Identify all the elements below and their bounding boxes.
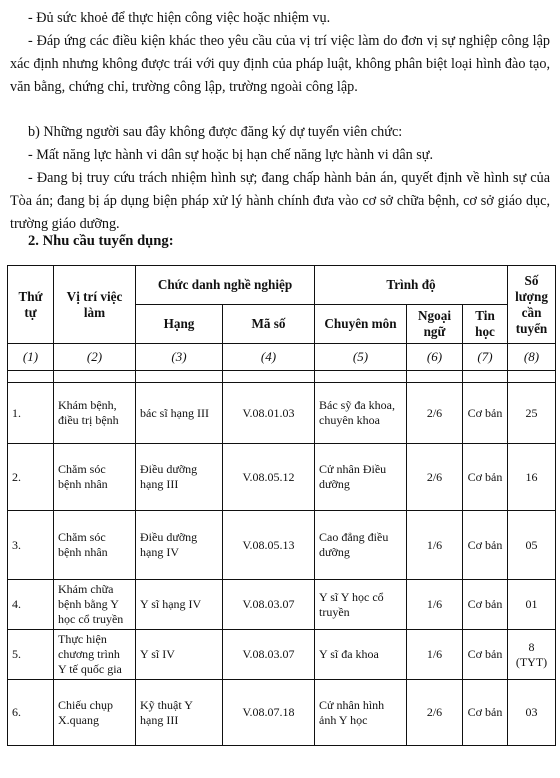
header-quantity: Số lượng cần tuyển: [508, 266, 556, 344]
cell-specialty: Cử nhân hình ảnh Y học: [315, 680, 407, 746]
paragraph-other-conditions: - Đáp ứng các điều kiện khác theo yêu cầu của vị trí việc làm do đơn vị sự nghiệp công lập xác định nhưng không được trái với quy định của pháp luật, không phân biệt loại hình đào tạo, văn bằng, chứng chỉ, trường công lập, trường ngoài công lập.: [10, 33, 550, 95]
cell-rank: Y sĩ hạng IV: [136, 580, 223, 630]
paragraph-health: - Đủ sức khoẻ để thực hiện công việc hoặc nhiệm vụ.: [28, 10, 331, 26]
cell-language: 1/6: [407, 580, 463, 630]
header-level-group: Trình độ: [315, 266, 508, 305]
header-language: Ngoại ngữ: [407, 305, 463, 344]
cell-position: Khám chữa bệnh bằng Y học cổ truyền: [54, 580, 136, 630]
section-heading: 2. Nhu cầu tuyển dụng:: [28, 233, 174, 249]
cell-specialty: Cử nhân Điều dưỡng: [315, 444, 407, 511]
table-row: [8, 630, 556, 680]
header-title-group: Chức danh nghề nghiệp: [136, 266, 315, 305]
column-number: (4): [223, 344, 315, 371]
cell-stt: 3.: [8, 511, 54, 580]
cell-code: V.08.03.07: [223, 580, 315, 630]
cell-language: 2/6: [407, 680, 463, 746]
cell-position: Chiếu chụp X.quang: [54, 680, 136, 746]
cell-quantity: 01: [508, 580, 556, 630]
header-specialty: Chuyên môn: [315, 305, 407, 344]
cell-rank: Y sĩ IV: [136, 630, 223, 680]
cell-quantity: 16: [508, 444, 556, 511]
column-number-row: [8, 344, 556, 371]
cell-it: Cơ bản: [463, 383, 508, 444]
cell-rank: Điều dưỡng hạng III: [136, 444, 223, 511]
paragraph-capacity: - Mất năng lực hành vi dân sự hoặc bị hạn chế năng lực hành vi dân sự.: [28, 147, 434, 163]
cell-code: V.08.01.03: [223, 383, 315, 444]
cell-position: Chăm sóc bệnh nhân: [54, 444, 136, 511]
column-number: (2): [54, 344, 136, 371]
cell-code: V.08.05.13: [223, 511, 315, 580]
cell-position: Chăm sóc bệnh nhân: [54, 511, 136, 580]
cell-it: Cơ bản: [463, 630, 508, 680]
recruitment-table: [7, 265, 556, 746]
column-number: (5): [315, 344, 407, 371]
cell-specialty: Y sĩ đa khoa: [315, 630, 407, 680]
table-row: [8, 511, 556, 580]
table-row: [8, 444, 556, 511]
table-row: [8, 383, 556, 444]
cell-it: Cơ bản: [463, 444, 508, 511]
cell-stt: 6.: [8, 680, 54, 746]
cell-language: 2/6: [407, 383, 463, 444]
cell-language: 1/6: [407, 630, 463, 680]
cell-rank: Kỹ thuật Y hạng III: [136, 680, 223, 746]
cell-it: Cơ bản: [463, 511, 508, 580]
cell-stt: 1.: [8, 383, 54, 444]
cell-rank: Điều dưỡng hạng IV: [136, 511, 223, 580]
column-number: (1): [8, 344, 54, 371]
header-it: Tin học: [463, 305, 508, 344]
column-number: (8): [508, 344, 556, 371]
cell-it: Cơ bản: [463, 580, 508, 630]
spacer-row: [8, 371, 556, 383]
table-row: [8, 680, 556, 746]
cell-position: Khám bệnh, điều trị bệnh: [54, 383, 136, 444]
paragraph-criminal: - Đang bị truy cứu trách nhiệm hình sự; đang chấp hành bản án, quyết định về hình sự của Tòa án; đang bị áp dụng biện pháp xử lý hành chính đưa vào cơ sở chữa bệnh, cơ sở giáo dục, trường giáo dưỡng.: [10, 170, 550, 232]
cell-code: V.08.03.07: [223, 630, 315, 680]
cell-specialty: Y sĩ Y học cổ truyền: [315, 580, 407, 630]
cell-language: 2/6: [407, 444, 463, 511]
cell-quantity: 8 (TYT): [508, 630, 556, 680]
cell-quantity: 05: [508, 511, 556, 580]
cell-specialty: Bác sỹ đa khoa, chuyên khoa: [315, 383, 407, 444]
column-number: (6): [407, 344, 463, 371]
column-number: (3): [136, 344, 223, 371]
cell-stt: 5.: [8, 630, 54, 680]
cell-stt: 2.: [8, 444, 54, 511]
header-rank: Hạng: [136, 305, 223, 344]
cell-specialty: Cao đẳng điều dưỡng: [315, 511, 407, 580]
cell-language: 1/6: [407, 511, 463, 580]
header-position: Vị trí việc làm: [54, 266, 136, 344]
paragraph-ineligible-intro: b) Những người sau đây không được đăng ký dự tuyển viên chức:: [28, 124, 403, 140]
table-row: [8, 580, 556, 630]
cell-stt: 4.: [8, 580, 54, 630]
cell-position: Thực hiện chương trình Y tế quốc gia: [54, 630, 136, 680]
cell-quantity: 25: [508, 383, 556, 444]
cell-quantity: 03: [508, 680, 556, 746]
cell-code: V.08.07.18: [223, 680, 315, 746]
cell-it: Cơ bản: [463, 680, 508, 746]
cell-code: V.08.05.12: [223, 444, 315, 511]
column-number: (7): [463, 344, 508, 371]
header-stt: Thứ tự: [8, 266, 54, 344]
header-code: Mã số: [223, 305, 315, 344]
cell-rank: bác sĩ hạng III: [136, 383, 223, 444]
